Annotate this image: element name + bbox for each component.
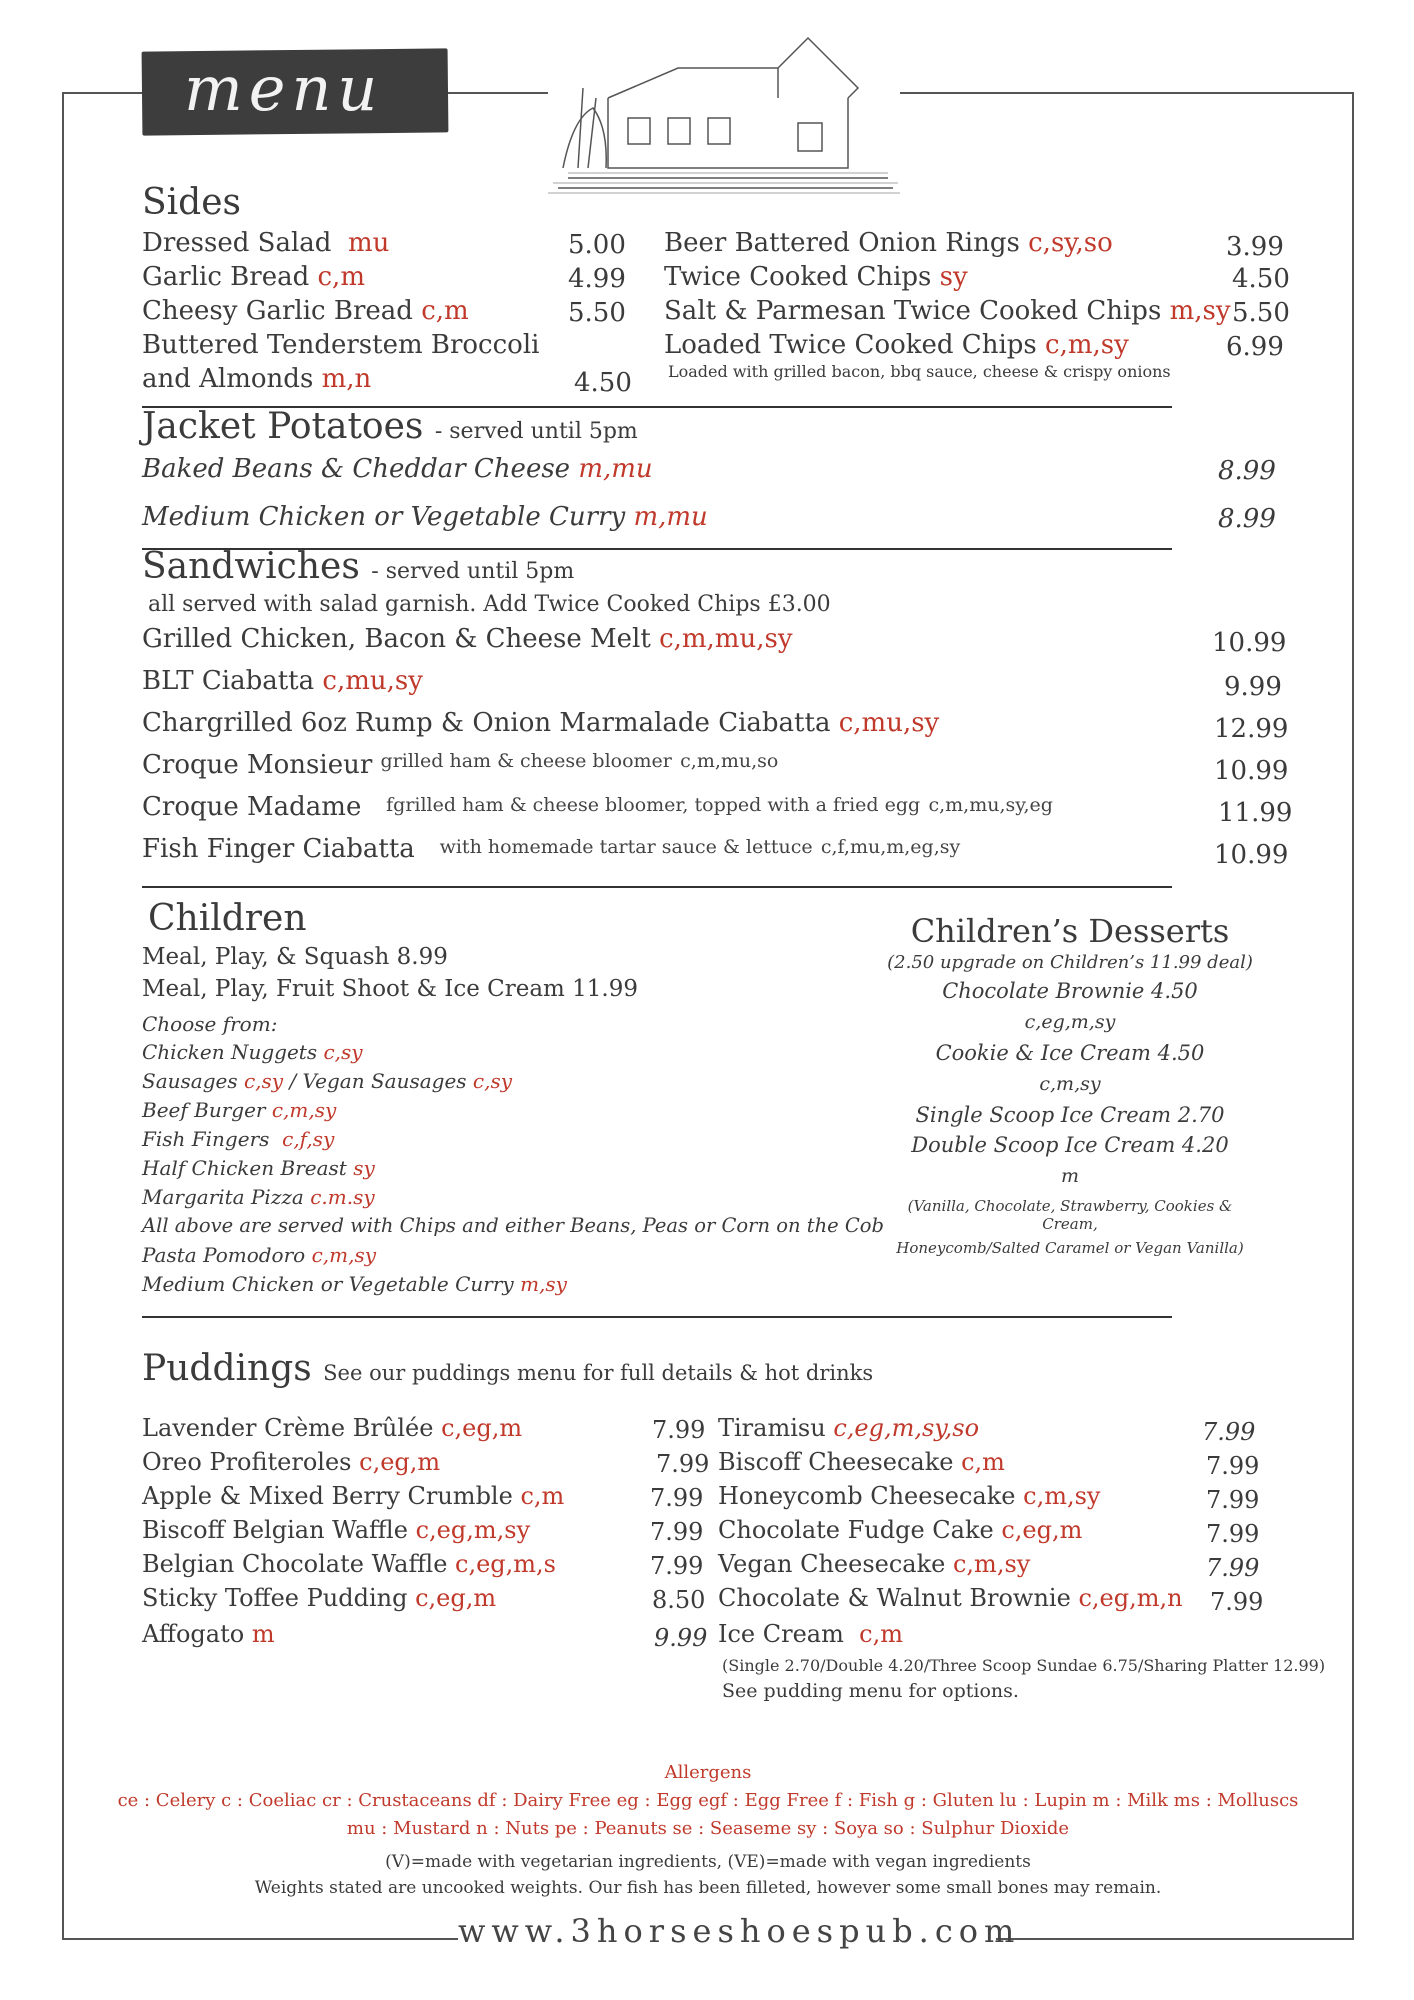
- dessert-item: Single Scoop Ice Cream 2.70: [915, 1103, 1225, 1127]
- side-item-allergens: c,m: [317, 262, 365, 292]
- allergens-key-line: ce : Celery c : Coeliac cr : Crustaceans df : Dairy Free eg : Egg egf : Egg Free f : Fish g : Gluten lu : Lupin m : Milk ms : Molluscs: [117, 1790, 1299, 1811]
- side-item-name: Buttered Tenderstem Broccoli: [142, 330, 540, 360]
- section-divider: [142, 1316, 1172, 1318]
- jacket-note: - served until 5pm: [434, 419, 638, 444]
- pudding-item: [718, 1448, 1005, 1476]
- dessert-flavours: Honeycomb/Salted Caramel or Vegan Vanilla): [896, 1239, 1244, 1257]
- sandwich-item-allergens: c,mu,sy: [838, 708, 940, 738]
- sandwich-item-name: Croque Monsieur: [142, 750, 373, 780]
- pudding-item-price: 7.99: [650, 1518, 704, 1546]
- pudding-item-price: 7.99: [652, 1416, 706, 1444]
- pudding-item: [718, 1584, 1183, 1612]
- children-item: [142, 1069, 512, 1093]
- sandwich-item-name: Grilled Chicken, Bacon & Cheese Melt: [142, 624, 651, 654]
- side-item-price: 3.99: [1226, 232, 1284, 262]
- children-deal: Meal, Play, & Squash 8.99: [142, 944, 448, 970]
- children-item-name: Medium Chicken or Vegetable Curry: [142, 1272, 514, 1296]
- sandwich-item: [142, 792, 1053, 822]
- section-divider: [142, 886, 1172, 888]
- pudding-item-name: Ice Cream: [718, 1620, 844, 1648]
- side-item-allergens: mu: [347, 228, 390, 258]
- jacket-heading-text: Jacket Potatoes: [142, 406, 424, 447]
- dessert-item: Cookie & Ice Cream 4.50: [935, 1041, 1205, 1065]
- side-item-price: 5.50: [568, 298, 626, 328]
- sandwiches-subnote: all served with salad garnish. Add Twice Cooked Chips £3.00: [148, 592, 831, 617]
- children-item: [142, 1185, 375, 1209]
- pudding-item-allergens: c,eg,m,sy,so: [833, 1414, 980, 1442]
- pudding-item-name: Oreo Profiteroles: [142, 1448, 352, 1476]
- sandwich-item-allergens: c,m,mu,sy,eg: [928, 794, 1053, 816]
- side-item-price: 5.00: [568, 230, 626, 260]
- children-item: [142, 1127, 334, 1151]
- jacket-item-name: Medium Chicken or Vegetable Curry: [142, 502, 626, 532]
- sandwich-item-price: 10.99: [1212, 628, 1287, 658]
- pudding-item-name: Affogato: [142, 1620, 245, 1648]
- frame-bottom-right: [996, 1938, 1354, 1940]
- allergens-title: Allergens: [664, 1762, 752, 1783]
- pudding-item-allergens: c,eg,m: [415, 1584, 497, 1612]
- jacket-item-price: 8.99: [1218, 504, 1276, 534]
- sandwiches-note: - served until 5pm: [371, 559, 575, 584]
- sandwich-item: [142, 834, 960, 864]
- sandwich-item-allergens: c,f,mu,m,eg,sy: [820, 836, 961, 858]
- pudding-item-allergens: c,m: [859, 1620, 903, 1648]
- puddings-heading: [142, 1348, 873, 1389]
- pudding-item-price: 7.99: [650, 1484, 704, 1512]
- frame-left: [62, 92, 64, 1940]
- sandwich-item-price: 10.99: [1214, 756, 1289, 786]
- side-item-allergens: c,m,sy: [1045, 330, 1129, 360]
- side-item-name: Dressed Salad: [142, 228, 332, 258]
- children-item-name: Half Chicken Breast: [142, 1156, 347, 1180]
- side-item: [142, 296, 469, 326]
- side-item-allergens: sy: [939, 262, 968, 292]
- pudding-item-price: 7.99: [1206, 1554, 1260, 1582]
- pudding-item-price: 7.99: [656, 1450, 710, 1478]
- vegetarian-note: (V)=made with vegetarian ingredients, (VE)=made with vegan ingredients: [385, 1852, 1031, 1872]
- puddings-heading-text: Puddings: [142, 1348, 312, 1389]
- frame-right: [1352, 92, 1354, 1940]
- children-item: [142, 1098, 336, 1122]
- side-item-allergens: m,sy: [1169, 296, 1231, 326]
- jacket-item: [142, 454, 653, 484]
- pudding-item: [142, 1414, 522, 1442]
- children-item-allergens: c.m.sy: [310, 1185, 375, 1209]
- sandwich-item-price: 10.99: [1214, 840, 1289, 870]
- pudding-item: [718, 1620, 903, 1648]
- sandwich-item: [142, 666, 423, 696]
- children-choose-label: Choose from:: [142, 1012, 278, 1036]
- jacket-item-allergens: m,mu: [633, 502, 708, 532]
- website-link[interactable]: www.3horseshoespub.com: [458, 1912, 1021, 1950]
- pudding-item-allergens: c,m,sy: [1023, 1482, 1101, 1510]
- sandwich-item-name: Chargrilled 6oz Rump & Onion Marmalade Ciabatta: [142, 708, 831, 738]
- pudding-item: [142, 1550, 556, 1578]
- pudding-item-price: 7.99: [1206, 1452, 1260, 1480]
- children-item-allergens: c,f,sy: [282, 1127, 335, 1151]
- pudding-item-price: 7.99: [650, 1552, 704, 1580]
- pudding-item: [142, 1620, 275, 1648]
- pudding-item: [718, 1516, 1082, 1544]
- children-served-note: All above are served with Chips and either Beans, Peas or Corn on the Cob: [142, 1214, 885, 1237]
- side-item-name: Cheesy Garlic Bread: [142, 296, 413, 326]
- dessert-allergens: m: [1060, 1165, 1080, 1187]
- side-item: [142, 228, 389, 258]
- pudding-item-allergens: c,eg,m: [441, 1414, 523, 1442]
- ice-cream-prices-note: (Single 2.70/Double 4.20/Three Scoop Sundae 6.75/Sharing Platter 12.99): [722, 1656, 1326, 1675]
- menu-title: menu: [184, 52, 384, 125]
- sandwich-item-name: BLT Ciabatta: [142, 666, 315, 696]
- children-deal: Meal, Play, Fruit Shoot & Ice Cream 11.99: [142, 976, 639, 1002]
- pudding-item-allergens: c,eg,m: [359, 1448, 441, 1476]
- jacket-item-allergens: m,mu: [578, 454, 653, 484]
- jacket-item-price: 8.99: [1218, 456, 1276, 486]
- allergens-key-line: mu : Mustard n : Nuts pe : Peanuts se : Seaseme sy : Soya so : Sulphur Dioxide: [346, 1818, 1070, 1839]
- pudding-item-allergens: c,m: [961, 1448, 1005, 1476]
- sides-heading: Sides: [142, 182, 241, 223]
- side-item-price: 5.50: [1232, 298, 1290, 328]
- pub-sketch-logo: [548, 28, 900, 198]
- children-item-name: Margarita Pizza: [142, 1185, 304, 1209]
- side-item: [664, 228, 1113, 258]
- pudding-item: [142, 1584, 496, 1612]
- dessert-flavours: (Vanilla, Chocolate, Strawberry, Cookies & Cream,: [907, 1197, 1233, 1233]
- sandwich-item-allergens: c,mu,sy: [322, 666, 423, 696]
- sandwich-item: [142, 708, 939, 738]
- pudding-item-name: Biscoff Belgian Waffle: [142, 1516, 408, 1544]
- jacket-item-name: Baked Beans & Cheddar Cheese: [142, 454, 571, 484]
- pudding-item-allergens: c,eg,m,n: [1078, 1584, 1183, 1612]
- pudding-item-name: Chocolate & Walnut Brownie: [718, 1584, 1071, 1612]
- side-item-name: Twice Cooked Chips: [664, 262, 932, 292]
- pudding-item-allergens: c,eg,m,s: [455, 1550, 556, 1578]
- children-item-allergens: c,sy: [323, 1040, 363, 1064]
- sandwich-item-price: 9.99: [1224, 672, 1282, 702]
- sandwich-item-description: grilled ham & cheese bloomer: [380, 750, 672, 772]
- children-item: [142, 1156, 375, 1180]
- sandwich-item-allergens: c,m,mu,sy: [659, 624, 793, 654]
- loaded-chips-description: Loaded with grilled bacon, bbq sauce, cheese & crispy onions: [668, 362, 1171, 381]
- side-item: [664, 262, 968, 292]
- side-item: [664, 330, 1129, 360]
- sandwich-item-description: fgrilled ham & cheese bloomer, topped with a fried egg: [386, 794, 921, 816]
- children-item-allergens: c,sy: [243, 1069, 284, 1093]
- pudding-item-price: 7.99: [1210, 1588, 1264, 1616]
- dessert-allergens: c,eg,m,sy: [1024, 1011, 1116, 1033]
- frame-bottom-left: [62, 1938, 458, 1940]
- sandwiches-heading: [142, 546, 574, 587]
- pudding-item-name: Honeycomb Cheesecake: [718, 1482, 1016, 1510]
- side-item-allergens: c,m: [421, 296, 469, 326]
- pudding-item-name: Biscoff Cheesecake: [718, 1448, 954, 1476]
- children-item-name: Fish Fingers: [142, 1127, 270, 1151]
- side-item-price: 6.99: [1226, 332, 1284, 362]
- weights-note: Weights stated are uncooked weights. Our fish has been filleted, however some small bones may remain.: [254, 1878, 1162, 1898]
- pudding-item: [142, 1448, 440, 1476]
- pudding-item-allergens: m: [251, 1620, 275, 1648]
- side-item-name: Loaded Twice Cooked Chips: [664, 330, 1037, 360]
- pudding-item-allergens: c,eg,m,sy: [415, 1516, 531, 1544]
- pudding-item-name: Vegan Cheesecake: [718, 1550, 946, 1578]
- children-item-allergens: c,sy: [472, 1069, 513, 1093]
- pudding-item-name: Chocolate Fudge Cake: [718, 1516, 994, 1544]
- children-heading: Children: [148, 898, 307, 939]
- pudding-item-name: Sticky Toffee Pudding: [142, 1584, 408, 1612]
- pudding-item-price: 7.99: [1206, 1520, 1260, 1548]
- side-item-price: 4.50: [574, 368, 632, 398]
- sandwich-item-name: Fish Finger Ciabatta: [142, 834, 415, 864]
- jacket-heading: [142, 406, 638, 447]
- side-item-price: 4.50: [1232, 264, 1290, 294]
- side-item: [664, 296, 1231, 326]
- ice-cream-options-note: See pudding menu for options.: [722, 1680, 1019, 1702]
- pudding-item: [718, 1414, 979, 1442]
- dessert-item: Double Scoop Ice Cream 4.20: [911, 1133, 1229, 1157]
- side-item: [142, 262, 365, 292]
- pudding-item-name: Lavender Crème Brûlée: [142, 1414, 434, 1442]
- children-item: [142, 1243, 376, 1267]
- sandwich-item: [142, 624, 793, 654]
- children-item: [142, 1040, 363, 1064]
- side-item-price: 4.99: [568, 264, 626, 294]
- side-item: [142, 364, 371, 394]
- pudding-item-name: Tiramisu: [718, 1414, 826, 1442]
- pudding-item: [718, 1550, 1030, 1578]
- pudding-item-name: Apple & Mixed Berry Crumble: [142, 1482, 513, 1510]
- children-item-allergens: sy: [353, 1156, 375, 1180]
- pudding-item-price: 7.99: [1202, 1418, 1256, 1446]
- side-item-name: Salt & Parmesan Twice Cooked Chips: [664, 296, 1162, 326]
- frame-top-right: [900, 92, 1354, 94]
- children-item-allergens: c,m,sy: [311, 1243, 377, 1267]
- pudding-item-price: 9.99: [654, 1624, 708, 1652]
- children-item-name: / Vegan Sausages: [289, 1069, 467, 1093]
- children-item-name: Sausages: [142, 1069, 238, 1093]
- pudding-item-allergens: c,m,sy: [952, 1550, 1031, 1578]
- sandwich-item-description: with homemade tartar sauce & lettuce: [439, 836, 813, 858]
- pudding-item: [718, 1482, 1100, 1510]
- children-item: [142, 1272, 567, 1296]
- side-item-allergens: c,sy,so: [1028, 228, 1113, 258]
- children-item-allergens: c,m,sy: [271, 1098, 337, 1122]
- pudding-item-allergens: c,m: [520, 1482, 565, 1510]
- children-item-allergens: m,sy: [520, 1272, 567, 1296]
- dessert-allergens: c,m,sy: [1039, 1073, 1101, 1095]
- jacket-item: [142, 502, 708, 532]
- side-item-name: Garlic Bread: [142, 262, 310, 292]
- dessert-item: Chocolate Brownie 4.50: [942, 979, 1198, 1003]
- sandwich-item-price: 11.99: [1218, 798, 1293, 828]
- sandwiches-heading-text: Sandwiches: [142, 546, 360, 587]
- sandwich-item-allergens: c,m,mu,so: [680, 750, 779, 772]
- pudding-item-price: 7.99: [1206, 1486, 1260, 1514]
- side-item: [142, 330, 539, 360]
- children-item-name: Beef Burger: [142, 1098, 266, 1122]
- children-desserts-note: (2.50 upgrade on Children’s 11.99 deal): [887, 952, 1253, 973]
- side-item-allergens: m,n: [321, 364, 372, 394]
- children-item-name: Chicken Nuggets: [142, 1040, 318, 1064]
- side-item-name: Beer Battered Onion Rings: [664, 228, 1020, 258]
- sandwich-item: [142, 750, 778, 780]
- puddings-note: See our puddings menu for full details & hot drinks: [323, 1361, 874, 1385]
- side-item-name: and Almonds: [142, 364, 314, 394]
- pudding-item: [142, 1482, 564, 1510]
- children-item-name: Pasta Pomodoro: [142, 1243, 306, 1267]
- pudding-item-allergens: c,eg,m: [1001, 1516, 1083, 1544]
- pudding-item-price: 8.50: [652, 1586, 706, 1614]
- pudding-item-name: Belgian Chocolate Waffle: [142, 1550, 448, 1578]
- children-desserts: [880, 912, 1260, 1257]
- pudding-item: [142, 1516, 530, 1544]
- sandwich-item-name: Croque Madame: [142, 792, 362, 822]
- children-desserts-heading: Children’s Desserts: [910, 912, 1230, 950]
- sandwich-item-price: 12.99: [1214, 714, 1289, 744]
